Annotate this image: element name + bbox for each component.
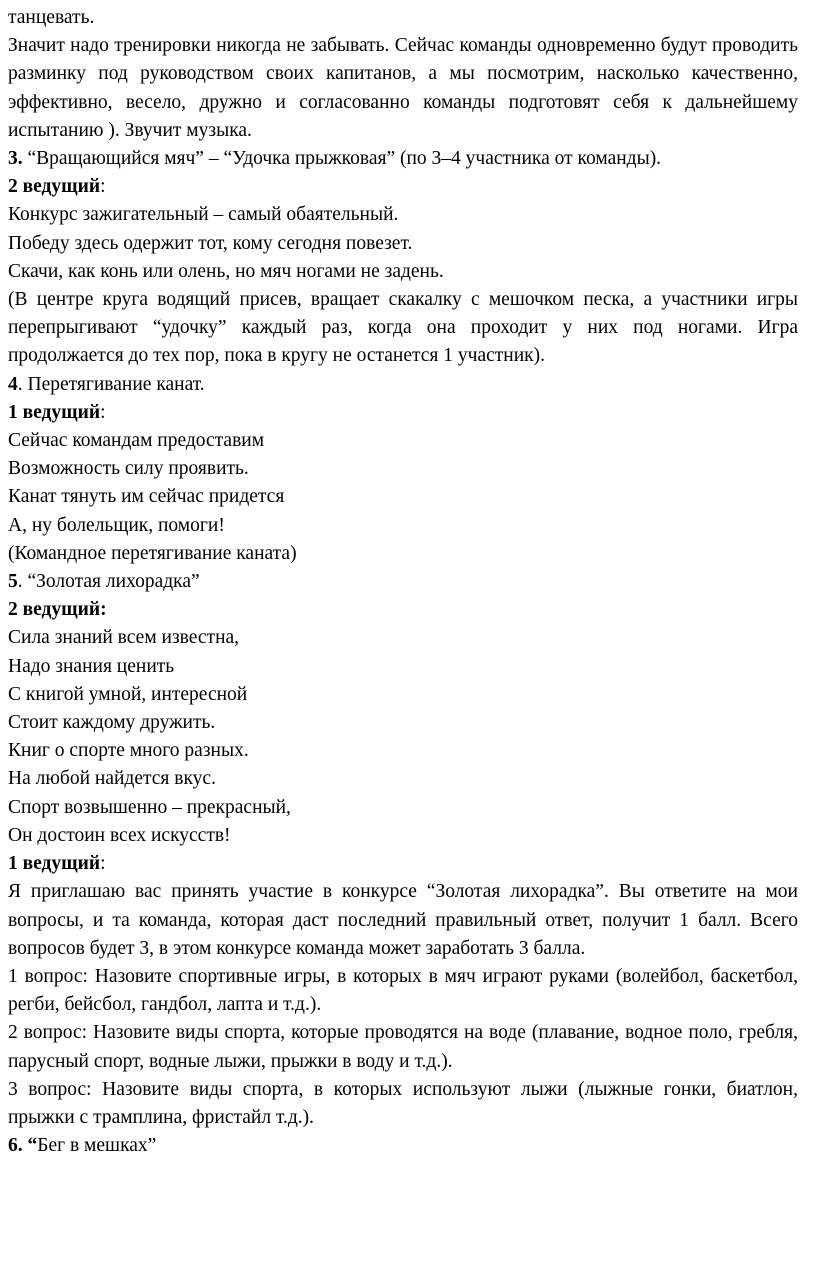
speaker-2-vedushchiy: 2 ведущий:	[8, 176, 106, 198]
line-s-knigoy-umnoy: С книгой умной, интересной	[8, 683, 248, 705]
para-trenirovki: Значит надо тренировки никогда не забывать. Сейчас команды одновременно будут проводить разминку под руководством своих капитанов, а мы посмотрим, насколько качественно, эффективно, весело, дружно и согласованно команды подготовят себя к дальнейшему испытанию ). Звучит музыка.	[8, 35, 798, 141]
line-seychas-komandam: Сейчас командам предоставим	[8, 430, 265, 452]
line-nado-znaniya-tsenit: Надо знания ценить	[8, 655, 175, 677]
line-sila-znaniy: Сила знаний всем известна,	[8, 627, 240, 649]
line-skachi-kak-kon: Скачи, как конь или олень, но мяч ногами не задень.	[8, 260, 444, 282]
item-6-beg-v-meshkakh: 6. “Бег в мешках”	[8, 1135, 157, 1157]
item-4-peretyagivanie-kanat: 4. Перетягивание канат.	[8, 373, 205, 395]
line-sport-vozvyshenno: Спорт возвышенно – прекрасный,	[8, 796, 291, 818]
document-body	[8, 4, 798, 1160]
question-3: 3 вопрос: Назовите виды спорта, в которых используют лыжи (лыжные гонки, биатлон, прыжки с трамплина, фристайл т.д.).	[8, 1078, 798, 1128]
line-pobedu-zdes: Победу здесь одержит тот, кому сегодня повезет.	[8, 232, 413, 254]
line-na-lyuboy-naydetsya: На любой найдется вкус.	[8, 768, 216, 790]
speaker-2-vedushchiy-2: 2 ведущий:	[8, 599, 107, 621]
line-konkurs-zazhigatelnyy: Конкурс зажигательный – самый обаятельный.	[8, 204, 399, 226]
question-2: 2 вопрос: Назовите виды спорта, которые проводятся на воде (плавание, водное поло, гребля, парусный спорт, водные лыжи, прыжки в воду и т.д.).	[8, 1022, 798, 1072]
line-on-dostoin: Он достоин всех искусств!	[8, 824, 231, 846]
item-3-vrashchayushchiysya-myach: 3. “Вращающийся мяч” – “Удочка прыжковая” (по 3–4 участника от команды).	[8, 148, 662, 170]
line-stoit-kazhdomu: Стоит каждому дружить.	[8, 712, 216, 734]
speaker-1-vedushchiy-2: 1 ведущий:	[8, 853, 106, 875]
para-v-tsentre-kruga: (В центре круга водящий присев, вращает скакалку с мешочком песка, а участники игры перепрыгивают “удочку” каждый раз, когда она проходит у них под ногами. Игра продолжается до тех пор, пока в кругу не останется 1 участник).	[8, 289, 798, 367]
line-komandnoe-peretyagivanie: (Командное перетягивание каната)	[8, 542, 297, 564]
line-vozmozhnost-silu: Возможность силу проявить.	[8, 458, 249, 480]
line-tantsevat: танцевать.	[8, 7, 95, 28]
line-a-nu-bolelshchik: А, ну болельщик, помоги!	[8, 514, 225, 536]
item-5-zolotaya-likhoradka: 5. “Золотая лихорадка”	[8, 571, 200, 593]
speaker-1-vedushchiy: 1 ведущий:	[8, 401, 106, 423]
line-knig-o-sporte: Книг о спорте много разных.	[8, 740, 249, 762]
line-kanat-tyanut: Канат тянуть им сейчас придется	[8, 486, 285, 508]
para-ya-priglashayu: Я приглашаю вас принять участие в конкурсе “Золотая лихорадка”. Вы ответите на мои вопросы, и та команда, которая даст последний правильный ответ, получит 1 балл. Всего вопросов будет 3, в этом конкурсе команда может заработать 3 балла.	[8, 881, 798, 959]
question-1: 1 вопрос: Назовите спортивные игры, в которых в мяч играют руками (волейбол, баскетбол, регби, бейсбол, гандбол, лапта и т.д.).	[8, 965, 798, 1016]
